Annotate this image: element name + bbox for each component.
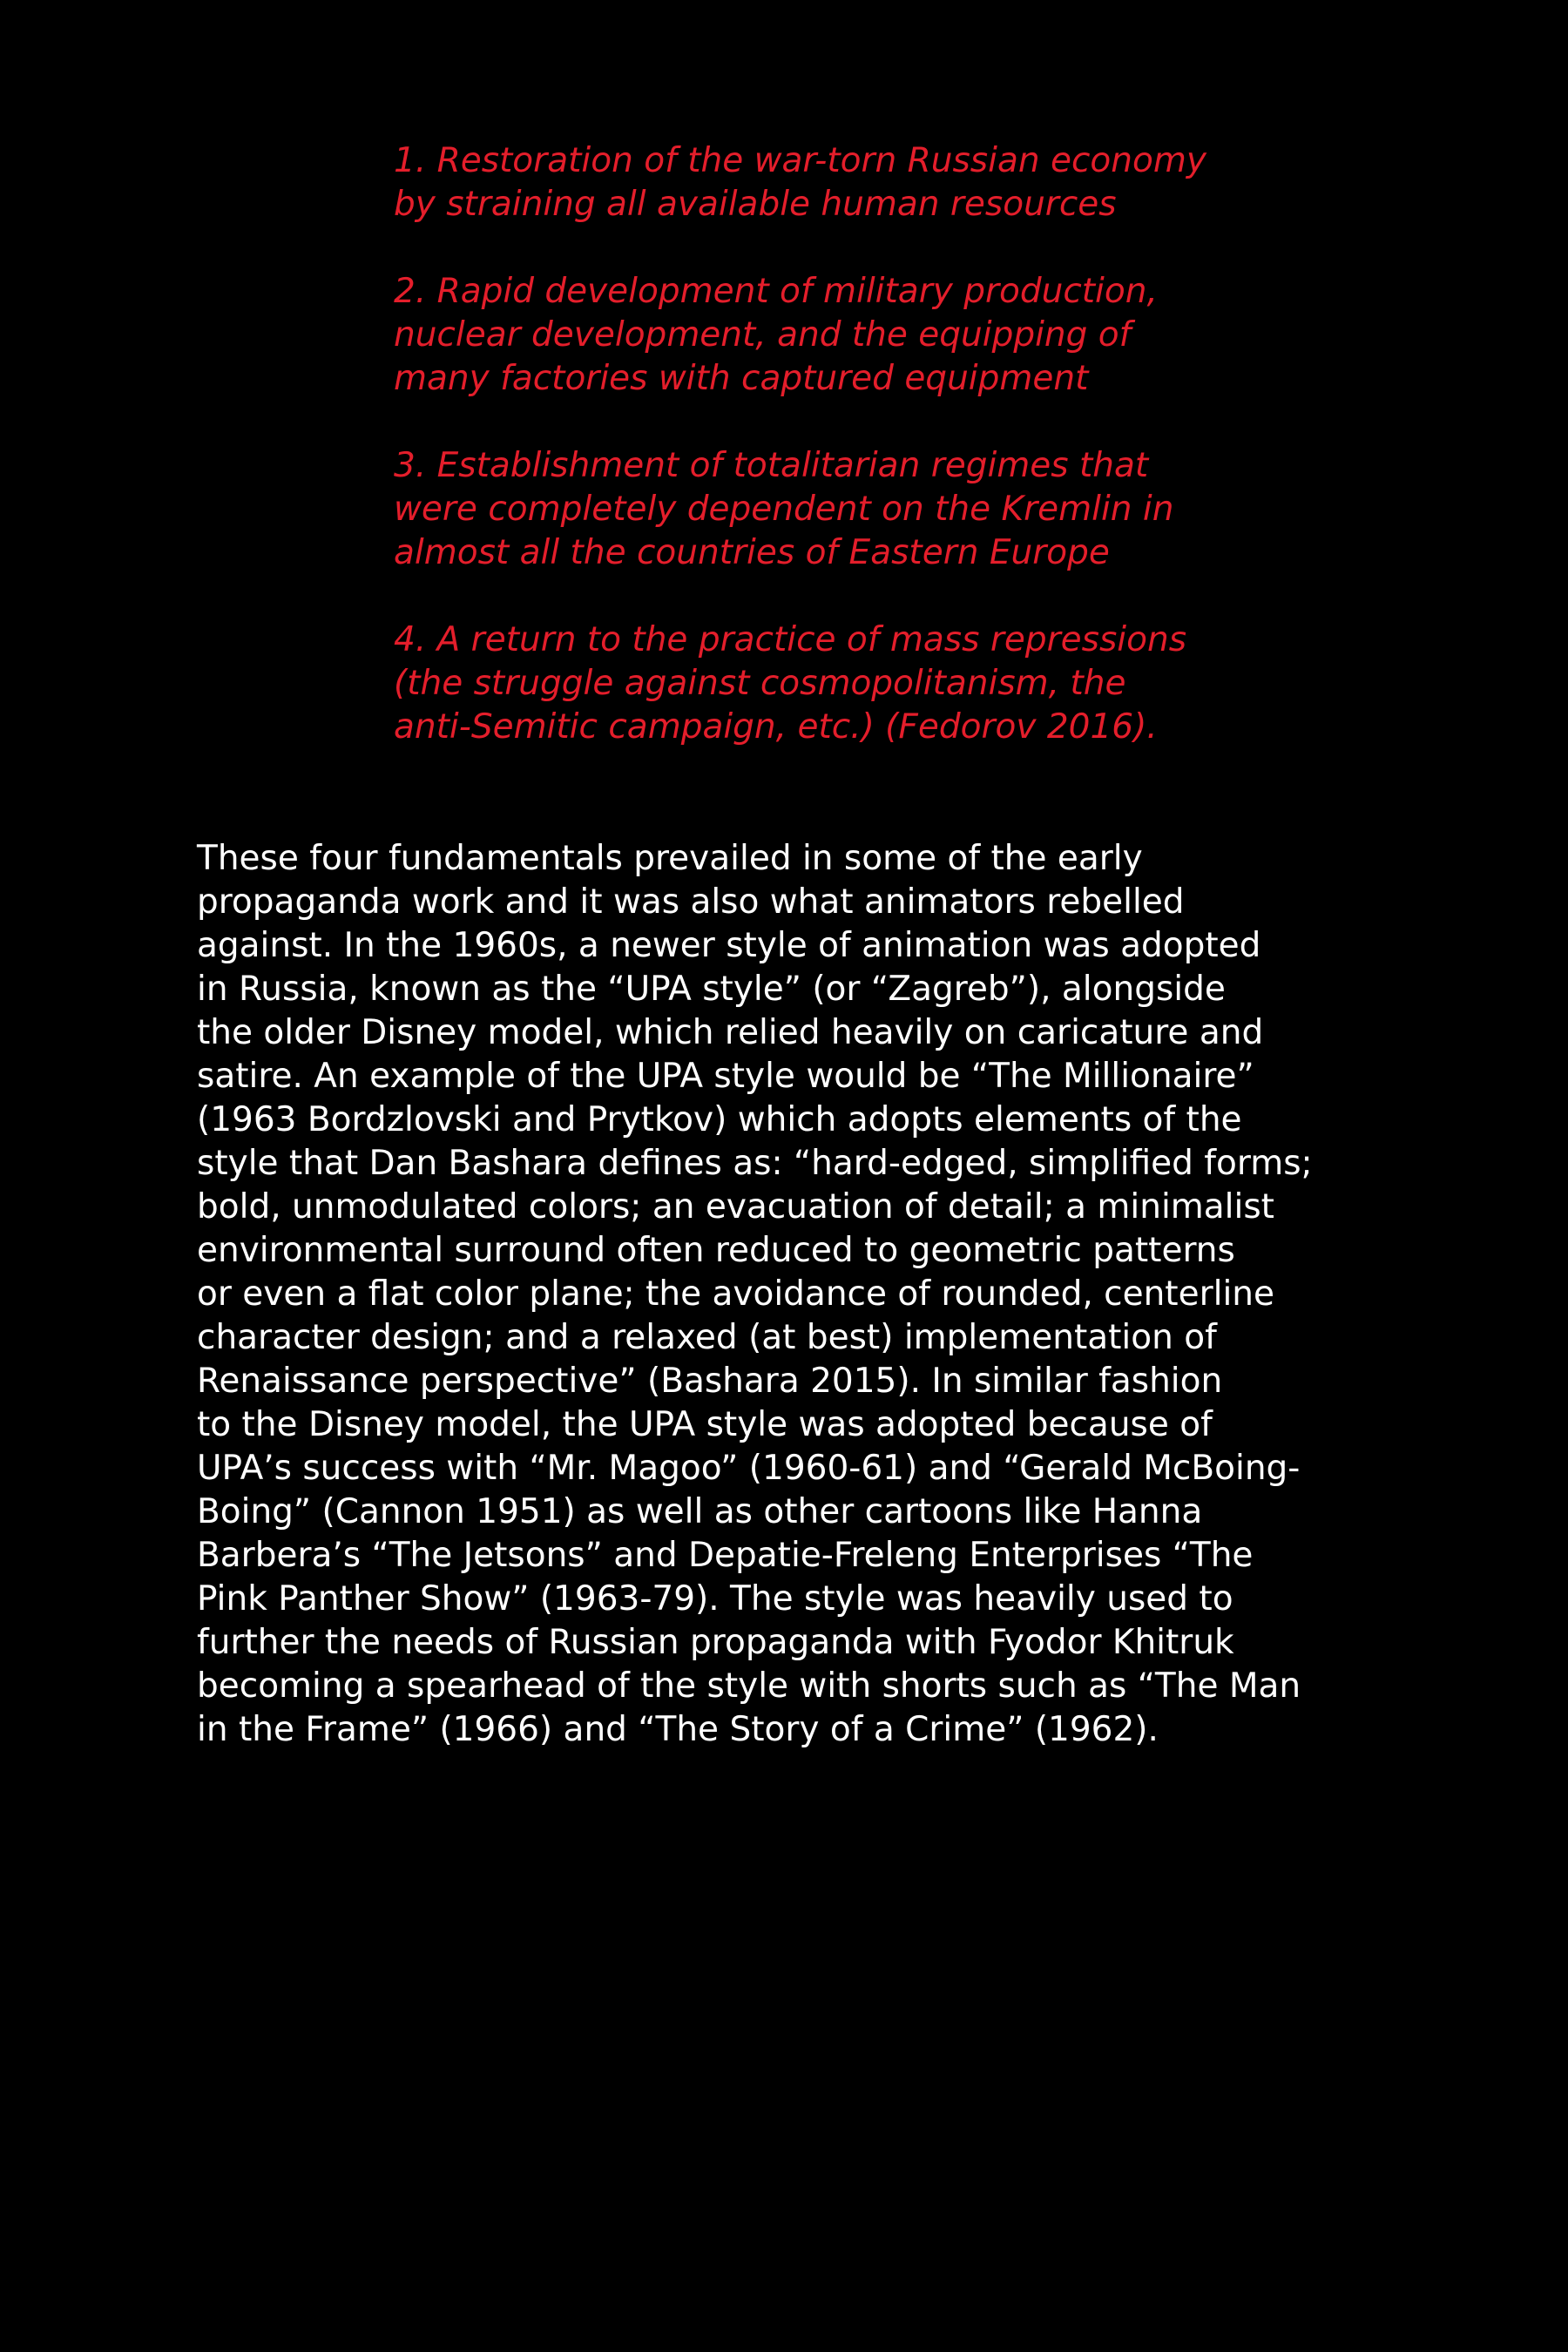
paragraph-line: bold, unmodulated colors; an evacuation of detail; a minimalist xyxy=(197,1187,1274,1227)
list-item xyxy=(394,618,1274,749)
paragraph-line: Pink Panther Show” (1963-79). The style was heavily used to xyxy=(197,1579,1233,1619)
list-item-line: 3. Establishment of totalitarian regimes that xyxy=(394,446,1149,485)
list-item-line: many factories with captured equipment xyxy=(394,359,1089,398)
list-item-line: nuclear development, and the equipping of xyxy=(394,315,1132,355)
list-item-line: anti-Semitic campaign, etc.) (Fedorov 2016). xyxy=(394,707,1158,747)
list-item-line: 1. Restoration of the war-torn Russian economy xyxy=(394,141,1206,180)
soviet-fundamentals-list xyxy=(394,139,1274,793)
paragraph-line: further the needs of Russian propaganda with Fyodor Khitruk xyxy=(197,1623,1234,1662)
paragraph-line: Renaissance perspective” (Bashara 2015). In similar fashion xyxy=(197,1362,1223,1401)
list-item-line: almost all the countries of Eastern Europe xyxy=(394,533,1110,572)
list-item-line: 2. Rapid development of military production, xyxy=(394,272,1158,311)
paragraph-line: the older Disney model, which relied heavily on caricature and xyxy=(197,1013,1264,1052)
list-item xyxy=(394,270,1274,401)
paragraph-line: to the Disney model, the UPA style was adopted because of xyxy=(197,1405,1213,1444)
list-item xyxy=(394,139,1274,226)
paragraph-line: in Russia, known as the “UPA style” (or “Zagreb”), alongside xyxy=(197,970,1226,1009)
paragraph-line: style that Dan Bashara defines as: “hard-edged, simplified forms; xyxy=(197,1144,1313,1183)
paragraph-line: character design; and a relaxed (at best) implementation of xyxy=(197,1318,1217,1357)
paragraph-line: becoming a spearhead of the style with shorts such as “The Man xyxy=(197,1666,1301,1706)
list-item-line: by straining all available human resources xyxy=(394,185,1117,224)
paragraph-line: propaganda work and it was also what animators rebelled xyxy=(197,882,1185,922)
list-item-line: 4. A return to the practice of mass repressions xyxy=(394,620,1187,659)
paragraph-line: (1963 Bordzlovski and Prytkov) which adopts elements of the xyxy=(197,1100,1242,1139)
paragraph-line: UPA’s success with “Mr. Magoo” (1960-61) and “Gerald McBoing- xyxy=(197,1449,1301,1488)
body-paragraph xyxy=(197,837,1416,1752)
paragraph-line: Boing” (Cannon 1951) as well as other cartoons like Hanna xyxy=(197,1492,1203,1531)
list-item-line: were completely dependent on the Kremlin in xyxy=(394,490,1174,529)
paragraph-line: against. In the 1960s, a newer style of animation was adopted xyxy=(197,926,1261,965)
paragraph-line: satire. An example of the UPA style would be “The Millionaire” xyxy=(197,1057,1254,1096)
paragraph-line: or even a flat color plane; the avoidance of rounded, centerline xyxy=(197,1274,1274,1314)
paragraph-line: environmental surround often reduced to geometric patterns xyxy=(197,1231,1235,1270)
paragraph-line: These four fundamentals prevailed in some of the early xyxy=(197,839,1143,878)
paragraph-line: Barbera’s “The Jetsons” and Depatie-Freleng Enterprises “The xyxy=(197,1536,1254,1575)
list-item-line: (the struggle against cosmopolitanism, the xyxy=(394,664,1126,703)
paragraph-line: in the Frame” (1966) and “The Story of a Crime” (1962). xyxy=(197,1710,1159,1749)
list-item xyxy=(394,444,1274,575)
